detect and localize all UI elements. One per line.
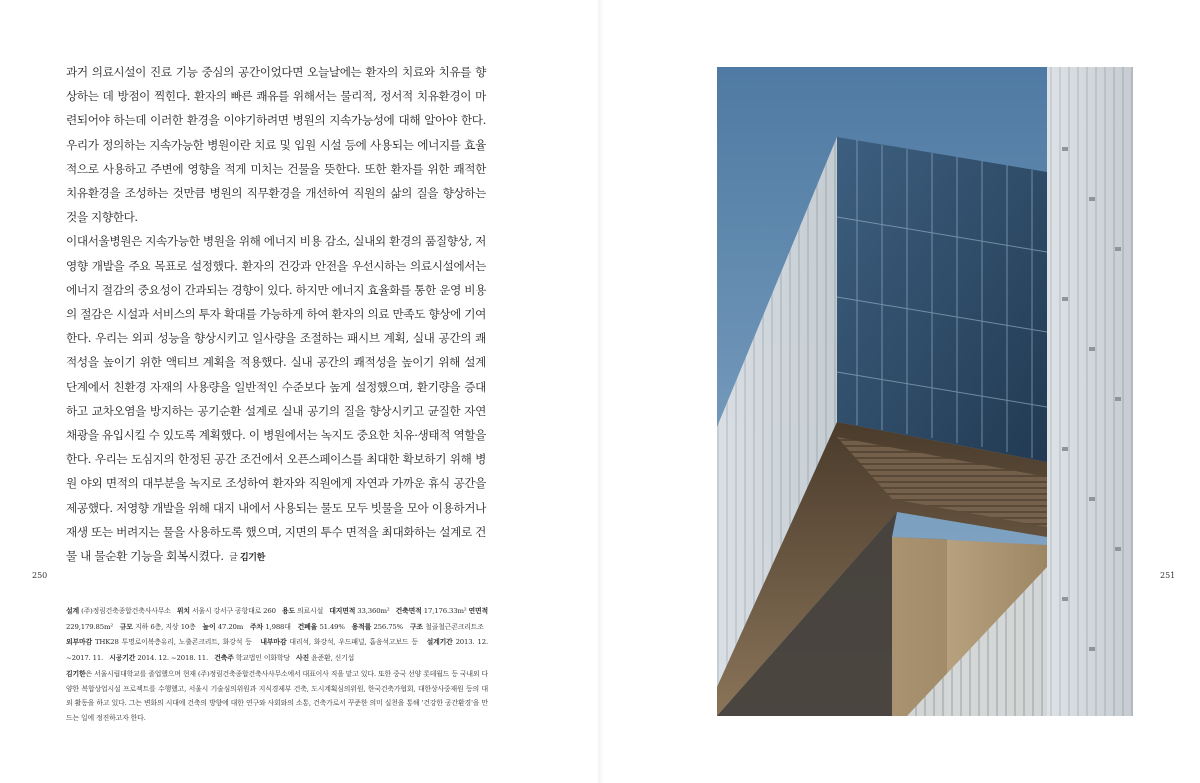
credit-location-value: 서울시 강서구 공항대로 260 bbox=[191, 607, 276, 615]
paragraph-1: 과거 의료시설이 진료 기능 중심의 공간이었다면 오늘날에는 환자의 치료와 치유를 향상하는 데 방점이 찍힌다. 환자의 빠른 쾌유를 위해서는 물리적, 정서적 치유환경이 마련되어야 하는데 이러한 환경을 이야기하려면 병원의 지속가능성에 대해 알아야 한다. 우리가 정의하는 지속가능한 병원이란 치료 및 입원 시설 등에 사용되는 에너지를 효율적으로 사용하고 주변에 영향을 적게 미치는 건물을 뜻한다. 또한 환자를 위한 쾌적한 치유환경을 조성하는 것만큼 병원의 직무환경을 개선하여 직원의 삶의 질을 향상하는 것을 지향한다. bbox=[66, 65, 486, 225]
project-credits bbox=[66, 604, 488, 666]
author-bio bbox=[66, 667, 488, 725]
credit-scale-label: 규모 bbox=[119, 622, 133, 631]
facade-illustration bbox=[717, 67, 1133, 716]
credit-far-value: 256.75% bbox=[373, 622, 404, 631]
paragraph-2 bbox=[66, 229, 486, 570]
credit-construction-period-value: 2014. 12. ~2018. 11. bbox=[137, 653, 209, 662]
byline-prefix: 글 bbox=[229, 553, 238, 564]
credit-height-value: 47.20m bbox=[217, 622, 244, 631]
credit-structure-value: 철골철근콘크리트조 bbox=[425, 622, 484, 631]
credit-use-label: 용도 bbox=[281, 607, 295, 615]
credit-building-area-label: 건축면적 bbox=[395, 607, 422, 615]
credit-client-label: 건축주 bbox=[214, 653, 234, 662]
article-body bbox=[66, 60, 486, 570]
credit-parking-value: 1,988대 bbox=[265, 622, 291, 631]
credit-coverage-label: 건폐율 bbox=[297, 622, 318, 631]
credit-interior-value: 대리석, 화강석, 우드패널, 흡음석고보드 등 bbox=[289, 638, 418, 646]
credit-design-period-value: 2013. 12. ~2017. 11. bbox=[66, 638, 488, 662]
credit-interior-label: 내부마감 bbox=[260, 638, 287, 646]
bio-name: 김기한 bbox=[66, 670, 86, 678]
credit-structure-label: 구조 bbox=[409, 622, 423, 631]
credit-height-label: 높이 bbox=[202, 622, 216, 631]
credit-exterior-value: THK28 투명로이복층유리, 노출콘크리트, 화강석 등 bbox=[94, 638, 252, 646]
credit-far-label: 용적률 bbox=[351, 622, 372, 631]
credit-construction-period-label: 시공기간 bbox=[109, 653, 136, 662]
credit-floor-area-value: 229,179.85m² bbox=[66, 622, 113, 631]
credit-design-label: 설계 bbox=[66, 607, 80, 615]
credit-exterior-label: 외부마감 bbox=[66, 638, 93, 646]
credit-design-period-label: 설계기간 bbox=[426, 638, 453, 646]
page-number-left: 250 bbox=[32, 571, 48, 580]
credit-use-value: 의료시설 bbox=[297, 607, 324, 615]
building-facade-photo bbox=[717, 67, 1133, 716]
credit-parking-label: 주차 bbox=[250, 622, 264, 631]
credit-design-value: (주)정림건축종합건축사사무소 bbox=[81, 607, 171, 615]
credit-client-value: 학교법인 이화학당 bbox=[235, 653, 290, 662]
credit-site-area-value: 33,360m² bbox=[357, 607, 390, 615]
credit-coverage-value: 51.49% bbox=[319, 622, 345, 631]
paragraph-2-text: 이대서울병원은 지속가능한 병원을 위해 에너지 비용 감소, 실내외 환경의 품질향상, 저영향 개발을 주요 목표로 설정했다. 환자의 건강과 안전을 우선시하는 의료시설에서는 에너지 절감의 중요성이 간과되는 경향이 있다. 하지만 에너지 효율화를 통한 운영 비용의 절감은 시설과 서비스의 투자 확대를 가능하게 하여 환자의 의료 만족도 향상에 기여한다. 우리는 외피 성능을 향상시키고 일사량을 조절하는 패시브 계획, 실내 공간의 쾌적성을 높이기 위한 액티브 계획을 적용했다. 실내 공간의 쾌적성을 높이기 위해 설계 단계에서 친환경 자재의 사용량을 일반적인 수준보다 높게 설정했으며, 환기량을 증대하고 교차오염을 방지하는 공기순환 설계로 실내 공기의 질을 향상시키고 균질한 자연채광을 유입시킬 수 있도록 계획했다. 이 병원에서는 녹지도 중요한 치유·생태적 역할을 한다. 우리는 도심지의 한정된 공간 조건에서 오픈스페이스를 최대한 확보하기 위해 병원 야외 면적의 대부분을 녹지로 조성하여 환자와 직원에게 자연과 가까운 휴식 공간을 제공했다. 저영향 개발을 위해 대지 내에서 사용되는 물도 모두 빗물을 모아 이용하거나 재생 또는 버려지는 물을 사용하도록 했으며, 지면의 투수 면적을 최대화하는 설계로 건물 내 물순환 기능을 회복시켰다. bbox=[66, 234, 486, 564]
bio-text: 은 서울시립대학교를 졸업했으며 현재 (주)정림건축종합건축사사무소에서 대표이사 직을 맡고 있다. 또한 중국 선양 롯데월드 등 국내외 다양한 복합상업시설 프로젝트를 수행했고, 서울시 기술심의위원과 지식경제부 건축, 도시계획심의위원, 한국건축가협회, 대한상사중재원 등의 대외 활동을 하고 있다. 그는 변화의 시대에 건축의 방향에 대한 연구와 사회와의 소통, 건축가로서 꾸준한 의미 실천을 통해 '건강한 공간환경'을 만드는 일에 정진하고자 한다. bbox=[66, 670, 488, 722]
byline bbox=[229, 553, 265, 563]
credit-photo-label: 사진 bbox=[296, 653, 310, 662]
credit-photo-value: 윤준환, 신기섭 bbox=[311, 653, 355, 662]
credit-building-area-value: 17,176.33m² bbox=[423, 607, 467, 615]
glass-volume bbox=[837, 137, 1047, 462]
credit-floor-area-label: 연면적 bbox=[468, 607, 489, 615]
credit-site-area-label: 대지면적 bbox=[329, 607, 356, 615]
byline-author: 김기한 bbox=[239, 553, 265, 564]
page-number-right: 251 bbox=[1160, 571, 1176, 580]
credit-scale-value: 지하 6층, 지상 10층 bbox=[135, 622, 196, 631]
credit-location-label: 위치 bbox=[176, 607, 190, 615]
